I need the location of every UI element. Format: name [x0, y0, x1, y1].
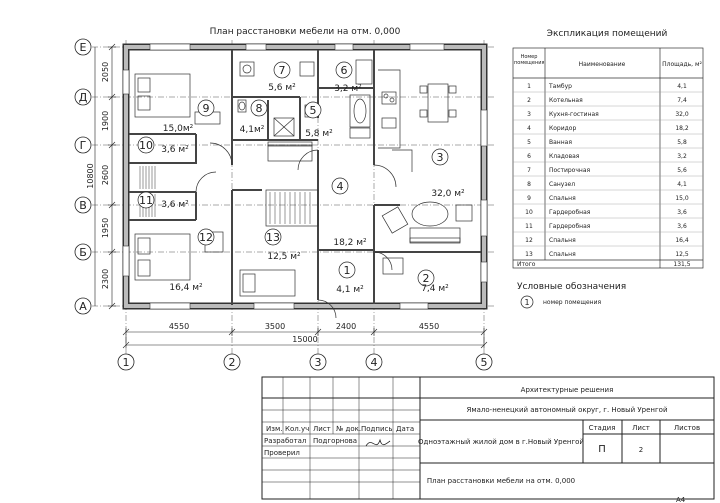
dim-left: 2600: [101, 164, 110, 186]
axis-row-label: А: [79, 300, 87, 313]
dim-bottom-total: 15000: [292, 335, 318, 344]
explication-cell-name: Котельная: [549, 97, 583, 104]
stamp-stage-value: П: [598, 444, 606, 455]
room-area: 32,0 м²: [431, 189, 465, 199]
room-number: 3: [436, 151, 444, 164]
stamp-region: Ямало-ненецкий автономный округ, г. Новый Уренгой: [466, 406, 668, 414]
explication-cell-area: 7,4: [677, 97, 687, 104]
explication-cell-number: 2: [527, 97, 531, 104]
room-number: 1: [343, 264, 351, 277]
stamp-sheet-header: Лист: [632, 424, 650, 432]
dim-left: 2050: [101, 61, 110, 83]
stamp-col-date: Дата: [396, 425, 415, 433]
stamp-sheet-title: План расстановки мебели на отм. 0,000: [426, 477, 576, 485]
dim-bottom: 3500: [264, 322, 286, 331]
explication-cell-name: Постирочная: [549, 167, 591, 174]
room-area: 4,1м²: [239, 125, 265, 135]
room-number: 12: [199, 231, 213, 244]
explication-cell-name: Спальня: [549, 195, 576, 202]
explication-cell-area: 3,6: [677, 223, 687, 230]
explication-cell-number: 9: [527, 195, 531, 202]
legend-title: Условные обозначения: [517, 282, 627, 292]
explication-cell-name: Спальня: [549, 237, 576, 244]
room-area: 16,4 м²: [169, 283, 203, 293]
legend-text: номер помещения: [543, 299, 602, 306]
explication-cell-area: 16,4: [675, 237, 689, 244]
room-area: 5,6 м²: [268, 83, 296, 93]
explication-cell-area: 15,0: [675, 195, 689, 202]
legend-symbol: 1: [524, 298, 530, 307]
dim-bottom: 4550: [418, 322, 440, 331]
explication-cell-area: 12,5: [675, 251, 689, 258]
explication-cell-number: 3: [527, 111, 531, 118]
axis-col-label: 5: [480, 356, 488, 369]
explication-total-label: Итого: [517, 261, 536, 268]
explication-cell-name: Тамбур: [549, 83, 572, 90]
explication-cell-number: 12: [525, 237, 533, 244]
room-area: 3,2 м²: [334, 84, 362, 94]
explication-header-area: Площадь, м²: [662, 61, 702, 68]
explication-grid: [513, 48, 703, 268]
explication-cell-name: Коридор: [549, 125, 577, 132]
stamp-checked-label: Проверил: [264, 449, 300, 457]
room-number: 5: [309, 104, 317, 117]
explication-header-name: Наименование: [578, 61, 626, 68]
room-area: 7,4 м²: [421, 284, 449, 294]
room-number: 8: [255, 102, 263, 115]
explication-cell-name: Кухня-гостиная: [549, 111, 599, 118]
room-number: 7: [278, 64, 286, 77]
stamp-sheet-value: 2: [638, 446, 644, 454]
axis-row-label: Д: [78, 91, 88, 104]
axis-col-label: 1: [122, 356, 130, 369]
room-area: 18,2 м²: [333, 238, 367, 248]
room-number: 9: [202, 102, 210, 115]
signature-scribble: [366, 440, 390, 446]
room-area: 15,0м²: [162, 124, 194, 134]
explication-cell-name: Кладовая: [549, 153, 580, 160]
explication-cell-number: 7: [527, 167, 531, 174]
explication-cell-area: 3,6: [677, 209, 687, 216]
stamp-col-izm: Изм.: [266, 425, 283, 433]
explication-cell-number: 5: [527, 139, 531, 146]
axis-col-label: 4: [370, 356, 378, 369]
room-area: 4,1 м²: [336, 285, 364, 295]
room-area: 3,6 м²: [161, 200, 189, 210]
room-number: 4: [336, 180, 344, 193]
explication-cell-number: 10: [525, 209, 533, 216]
explication-cell-number: 6: [527, 153, 531, 160]
dim-bottom: 4550: [168, 322, 190, 331]
explication-cell-name: Спальня: [549, 251, 576, 258]
stamp-format: А4: [676, 496, 686, 503]
room-area: 3,6 м²: [161, 145, 189, 155]
explication-cell-area: 5,8: [677, 139, 687, 146]
room-number: 6: [340, 64, 348, 77]
explication-cell-number: 4: [527, 125, 531, 132]
axis-col-label: 2: [228, 356, 236, 369]
room-number: 10: [139, 139, 153, 152]
plan-title: План расстановки мебели на отм. 0,000: [209, 27, 401, 37]
stamp-col-signature: Подпись: [361, 425, 393, 433]
dim-left: 1900: [101, 110, 110, 132]
explication-cell-area: 5,6: [677, 167, 687, 174]
explication-cell-area: 3,2: [677, 153, 687, 160]
explication-cell-name: Ванная: [549, 139, 572, 146]
explication-cell-area: 4,1: [677, 83, 687, 90]
explication-cell-area: 18,2: [675, 125, 689, 132]
stamp-sheets-header: Листов: [673, 424, 701, 432]
stamp-project: Одноэтажный жилой дом в г.Новый Уренгой: [418, 438, 584, 446]
dim-left: 2300: [101, 268, 110, 290]
explication-cell-area: 32,0: [675, 111, 689, 118]
exterior-walls: [126, 47, 484, 306]
axis-col-label: 3: [314, 356, 322, 369]
explication-cell-number: 8: [527, 181, 531, 188]
room-number: 11: [139, 194, 153, 207]
stamp-col-doc: № док.: [336, 425, 362, 433]
explication-header-number: Номер помещения: [514, 54, 544, 66]
explication-title: Экспликация помещений: [546, 29, 668, 39]
explication-cell-number: 1: [527, 83, 531, 90]
dim-left: 1950: [101, 217, 110, 239]
column-axis-bubbles: [118, 354, 492, 370]
axis-row-label: Е: [79, 41, 87, 54]
axis-row-label: Б: [79, 246, 87, 259]
stamp-developed-name: Подгорнова: [313, 437, 358, 445]
stamp-developed-label: Разработал: [264, 437, 307, 445]
explication-cell-name: Гардеробная: [549, 223, 591, 230]
axis-row-label: Г: [79, 139, 87, 152]
axis-row-label: В: [79, 199, 87, 212]
explication-total-value: 131,5: [673, 261, 691, 268]
explication-cell-name: Санузел: [549, 181, 576, 188]
explication-cell-number: 13: [525, 251, 533, 258]
room-number: 2: [422, 272, 430, 285]
room-area: 12,5 м²: [267, 252, 301, 262]
explication-cell-name: Гардеробная: [549, 209, 591, 216]
explication-cell-number: 11: [525, 223, 533, 230]
explication-rows: [525, 83, 689, 258]
room-area: 5,8 м²: [305, 129, 333, 139]
dim-bottom: 2400: [335, 322, 357, 331]
stamp-col-koluch: Кол.уч: [285, 425, 310, 433]
room-number: 13: [266, 231, 280, 244]
explication-cell-area: 4,1: [677, 181, 687, 188]
stamp-col-list: Лист: [313, 425, 331, 433]
stamp-stage-header: Стадия: [588, 424, 616, 432]
dim-left-total: 10800: [86, 163, 95, 189]
stamp-section: Архитектурные решения: [520, 386, 614, 394]
